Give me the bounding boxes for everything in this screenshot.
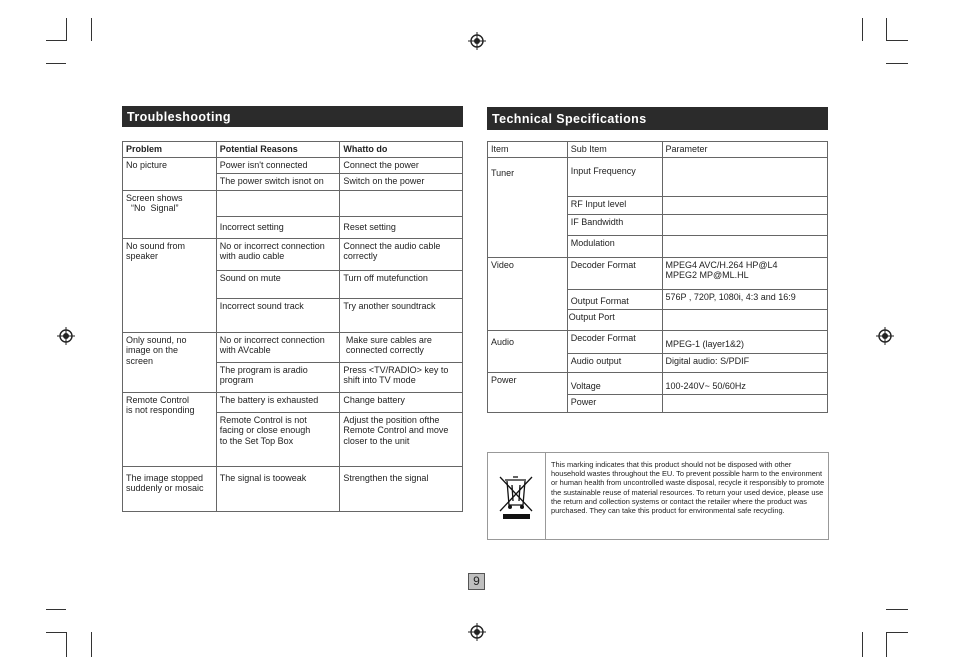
action-cell: Connect the audio cable correctly: [340, 238, 463, 270]
spec-parameter: [662, 157, 827, 196]
action-cell: Change battery: [340, 392, 463, 412]
crop-mark: [886, 18, 887, 41]
crop-mark: [886, 609, 908, 610]
spec-parameter: [662, 214, 827, 235]
action-cell: Press <TV/RADIO> key to shift into TV mode: [340, 362, 463, 392]
action-cell: [340, 190, 463, 216]
spec-sub-item: Input Frequency: [567, 157, 662, 196]
column-header: Whatto do: [340, 142, 463, 158]
column-header: Item: [488, 142, 568, 158]
spec-sub-item: Decoder Format: [567, 330, 662, 353]
spec-parameter: [662, 196, 827, 214]
specifications-table: [487, 141, 828, 413]
reason-cell: [216, 190, 340, 216]
action-cell: Adjust the position ofthe Remote Control and move closer to the unit: [340, 412, 463, 466]
crop-mark: [91, 632, 92, 657]
spec-parameter: Digital audio: S/PDIF: [662, 353, 827, 372]
action-cell: Connect the power: [340, 157, 463, 173]
action-cell: Switch on the power: [340, 173, 463, 190]
spec-parameter: 576P , 720P, 1080i, 4:3 and 16:9: [662, 289, 827, 309]
reason-cell: Incorrect setting: [216, 216, 340, 238]
weee-text: This marking indicates that this product should not be disposed with other household wastes throughout the EU. To prevent possible harm to the environment or human health from uncontrolled waste disposal, recycle it responsibly to promote the sustainable reuse of material resources. To return your used device, please use the return and collection systems or contact the retailer where the product was purchased. They can take this product for environmental safe recycling.: [551, 460, 825, 516]
crop-mark: [886, 40, 908, 41]
crop-mark: [46, 632, 66, 633]
troubleshooting-title: Troubleshooting: [122, 106, 463, 127]
spec-parameter: [662, 235, 827, 257]
reason-cell: No or incorrect connection with audio cable: [216, 238, 340, 270]
reason-cell: The program is aradio program: [216, 362, 340, 392]
reason-cell: The power switch isnot on: [216, 173, 340, 190]
spec-sub-item: Power: [567, 394, 662, 412]
problem-cell: No sound from speaker: [123, 238, 217, 332]
crop-mark: [886, 63, 908, 64]
crop-mark: [886, 632, 887, 657]
spec-sub-item: Modulation: [567, 235, 662, 257]
crop-mark: [91, 18, 92, 41]
spec-sub-item: IF Bandwidth: [567, 214, 662, 235]
column-header: Problem: [123, 142, 217, 158]
page-number: 9: [468, 573, 485, 590]
action-cell: Try another soundtrack: [340, 298, 463, 332]
specifications-title: Technical Specifications: [487, 107, 828, 130]
action-cell: Reset setting: [340, 216, 463, 238]
registration-mark-icon: [57, 327, 75, 345]
spec-sub-item: RF Input level: [567, 196, 662, 214]
action-cell: Make sure cables are connected correctly: [340, 332, 463, 362]
registration-mark-icon: [468, 623, 486, 641]
spec-sub-item: Output Format: [567, 289, 662, 309]
problem-cell: Only sound, no image on the screen: [123, 332, 217, 392]
crop-mark: [66, 18, 67, 41]
spec-item: Audio: [488, 330, 568, 372]
spec-parameter: [662, 394, 827, 412]
column-header: Sub Item: [567, 142, 662, 158]
reason-cell: No or incorrect connection with AVcable: [216, 332, 340, 362]
reason-cell: The battery is exhausted: [216, 392, 340, 412]
spec-item: Video: [488, 257, 568, 330]
spec-item: Tuner: [488, 157, 568, 257]
crop-mark: [46, 40, 66, 41]
column-header: Potential Reasons: [216, 142, 340, 158]
weee-icon-cell: [488, 453, 546, 539]
problem-cell: Remote Control is not responding: [123, 392, 217, 466]
reason-cell: The signal is tooweak: [216, 466, 340, 511]
action-cell: Strengthen the signal: [340, 466, 463, 511]
registration-mark-icon: [876, 327, 894, 345]
spec-sub-item: Output Port: [567, 309, 662, 330]
crop-mark: [66, 632, 67, 657]
crop-mark: [862, 18, 863, 41]
spec-sub-item: Decoder Format: [567, 257, 662, 289]
action-cell: Turn off mutefunction: [340, 270, 463, 298]
spec-parameter: MPEG4 AVC/H.264 HP@L4 MPEG2 MP@ML.HL: [662, 257, 827, 289]
crossed-out-wheelie-bin-icon: [488, 453, 545, 539]
reason-cell: Remote Control is not facing or close enough to the Set Top Box: [216, 412, 340, 466]
spec-parameter: [662, 309, 827, 330]
crop-mark: [46, 63, 66, 64]
crop-mark: [46, 609, 66, 610]
problem-cell: Screen shows “No Signal”: [123, 190, 217, 238]
weee-notice: [487, 452, 829, 540]
reason-cell: Sound on mute: [216, 270, 340, 298]
crop-mark: [862, 632, 863, 657]
reason-cell: Incorrect sound track: [216, 298, 340, 332]
spec-parameter: 100-240V~ 50/60Hz: [662, 372, 827, 394]
spec-parameter: MPEG-1 (layer1&2): [662, 330, 827, 353]
column-header: Parameter: [662, 142, 827, 158]
troubleshooting-table: [122, 141, 463, 512]
spec-sub-item: Voltage: [567, 372, 662, 394]
problem-cell: The image stopped suddenly or mosaic: [123, 466, 217, 511]
spec-sub-item: Audio output: [567, 353, 662, 372]
crop-mark: [886, 632, 908, 633]
spec-item: Power: [488, 372, 568, 412]
problem-cell: No picture: [123, 157, 217, 190]
registration-mark-icon: [468, 32, 486, 50]
reason-cell: Power isn't connected: [216, 157, 340, 173]
